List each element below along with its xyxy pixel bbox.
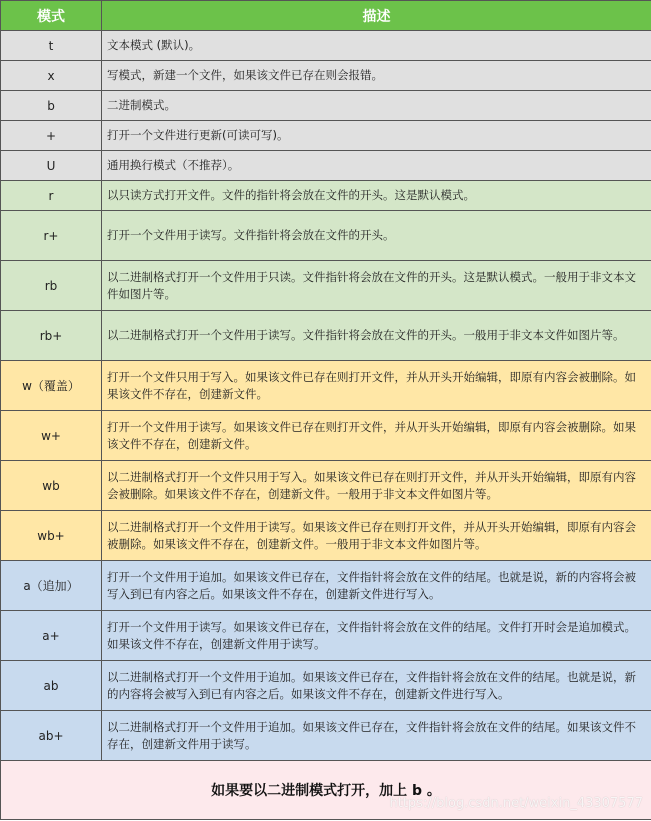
table-body: [1, 31, 651, 761]
table-row: [1, 361, 651, 411]
mode-cell: r: [1, 181, 102, 211]
mode-cell: U: [1, 151, 102, 181]
table-row: [1, 211, 651, 261]
table-row: [1, 61, 651, 91]
desc-cell: 通用换行模式（不推荐）。: [102, 151, 651, 181]
desc-cell: 以二进制格式打开一个文件用于追加。如果该文件已存在，文件指针将会放在文件的结尾。如果该文件不存在，创建新文件用于读写。: [102, 711, 651, 761]
desc-cell: 以二进制格式打开一个文件用于追加。如果该文件已存在，文件指针将会放在文件的结尾。也就是说，新的内容将会被写入到已有内容之后。如果该文件不存在，创建新文件进行写入。: [102, 661, 651, 711]
desc-cell: 以二进制格式打开一个文件只用于写入。如果该文件已存在则打开文件，并从开头开始编辑，即原有内容会被删除。如果该文件不存在，创建新文件。一般用于非文本文件如图片等。: [102, 461, 651, 511]
mode-cell: rb+: [1, 311, 102, 361]
mode-cell: ab: [1, 661, 102, 711]
desc-cell: 打开一个文件用于读写。如果该文件已存在则打开文件，并从开头开始编辑，即原有内容会被删除。如果该文件不存在，创建新文件。: [102, 411, 651, 461]
mode-cell: wb: [1, 461, 102, 511]
desc-cell: 打开一个文件用于读写。如果该文件已存在，文件指针将会放在文件的结尾。文件打开时会是追加模式。如果该文件不存在，创建新文件用于读写。: [102, 611, 651, 661]
table-row: [1, 31, 651, 61]
table-header-row: [1, 1, 651, 31]
mode-cell: t: [1, 31, 102, 61]
mode-cell: a（追加）: [1, 561, 102, 611]
desc-cell: 文本模式 (默认)。: [102, 31, 651, 61]
table-row: [1, 661, 651, 711]
desc-cell: 以只读方式打开文件。文件的指针将会放在文件的开头。这是默认模式。: [102, 181, 651, 211]
desc-cell: 以二进制格式打开一个文件用于读写。文件指针将会放在文件的开头。一般用于非文本文件如图片等。: [102, 311, 651, 361]
desc-cell: 以二进制格式打开一个文件用于读写。如果该文件已存在则打开文件，并从开头开始编辑，即原有内容会被删除。如果该文件不存在，创建新文件。一般用于非文本文件如图片等。: [102, 511, 651, 561]
desc-cell: 打开一个文件用于读写。文件指针将会放在文件的开头。: [102, 211, 651, 261]
mode-cell: r+: [1, 211, 102, 261]
desc-cell: 以二进制格式打开一个文件用于只读。文件指针将会放在文件的开头。这是默认模式。一般用于非文本文件如图片等。: [102, 261, 651, 311]
table-row: [1, 311, 651, 361]
table-row: [1, 711, 651, 761]
table-row: [1, 91, 651, 121]
mode-cell: rb: [1, 261, 102, 311]
table-row: [1, 461, 651, 511]
mode-cell: w+: [1, 411, 102, 461]
table-row: [1, 151, 651, 181]
header-mode: 模式: [1, 1, 102, 31]
mode-cell: ab+: [1, 711, 102, 761]
table-row: [1, 181, 651, 211]
table-row: [1, 611, 651, 661]
table-row: [1, 511, 651, 561]
desc-cell: 打开一个文件只用于写入。如果该文件已存在则打开文件，并从开头开始编辑，即原有内容会被删除。如果该文件不存在，创建新文件。: [102, 361, 651, 411]
table-row: [1, 261, 651, 311]
watermark: https://blog.csdn.net/weixin_43307577: [389, 796, 643, 811]
table-row: [1, 411, 651, 461]
desc-cell: 打开一个文件用于追加。如果该文件已存在，文件指针将会放在文件的结尾。也就是说，新的内容将会被写入到已有内容之后。如果该文件不存在，创建新文件进行写入。: [102, 561, 651, 611]
mode-cell: wb+: [1, 511, 102, 561]
mode-cell: x: [1, 61, 102, 91]
table-row: [1, 121, 651, 151]
desc-cell: 写模式，新建一个文件，如果该文件已存在则会报错。: [102, 61, 651, 91]
mode-cell: +: [1, 121, 102, 151]
header-desc: 描述: [102, 1, 651, 31]
mode-cell: a+: [1, 611, 102, 661]
desc-cell: 打开一个文件进行更新(可读可写)。: [102, 121, 651, 151]
desc-cell: 二进制模式。: [102, 91, 651, 121]
table-row: [1, 561, 651, 611]
mode-cell: w（覆盖）: [1, 361, 102, 411]
mode-cell: b: [1, 91, 102, 121]
footer-note: 如果要以二进制模式打开，加上 b 。: [1, 761, 651, 820]
